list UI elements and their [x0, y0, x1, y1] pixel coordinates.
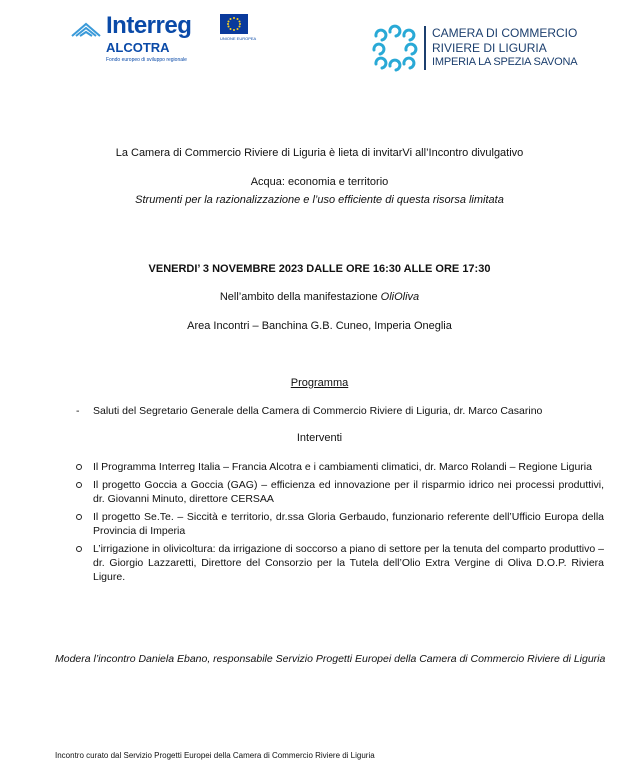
- camera-commercio-mark-icon: [366, 22, 420, 76]
- camera-commercio-logo: [366, 22, 616, 78]
- list-item: [76, 460, 604, 474]
- eu-flag-icon: [220, 14, 248, 34]
- footer-note: Incontro curato dal Servizio Progetti Europei della Camera di Commercio Riviere di Liguria: [55, 751, 375, 760]
- interreg-logo: [70, 14, 260, 70]
- talks-list: [76, 460, 604, 588]
- talk-text: Il progetto Goccia a Goccia (GAG) – efficienza ed innovazione per il risparmio idrico nei processi produttivi, dr. Giovanni Minuto, direttore CERSAA: [93, 479, 604, 505]
- talk-text: Il Programma Interreg Italia – Francia Alcotra e i cambiamenti climatici, dr. Marco Rolandi – Regione Liguria: [93, 461, 592, 473]
- event-context-name: OliOliva: [380, 291, 420, 303]
- list-item: [76, 510, 604, 538]
- circle-bullet-icon: [76, 464, 82, 470]
- programme-heading: Programma: [290, 377, 349, 389]
- eu-label: UNIONE EUROPEA: [220, 36, 257, 41]
- circle-bullet-icon: [76, 514, 82, 520]
- logo-divider: [424, 26, 426, 70]
- moderator-note: Modera l’incontro Daniela Ebano, responsabile Servizio Progetti Europei della Camera di Commercio Riviere di Liguria: [55, 653, 606, 665]
- interreg-tagline: Fondo europeo di sviluppo regionale: [106, 57, 187, 63]
- event-context-prefix: Nell’ambito della manifestazione: [219, 291, 381, 303]
- talk-text: L’irrigazione in olivicoltura: da irrigazione di soccorso a piano di settore per la tenuta del comparto produttivo – dr. Giorgio Lazzaretti, Direttore del Consorzio per la Tutela dell’Olio Extra Vergine di Oliva D.O.P. Riviera Ligure.: [93, 543, 604, 583]
- interreg-wordmark: Interreg: [106, 12, 192, 39]
- camera-name-line1: CAMERA DI COMMERCIO: [432, 26, 578, 40]
- greeting-text: Saluti del Segretario Generale della Camera di Commercio Riviere di Liguria, dr. Marco Casarino: [93, 405, 543, 417]
- invitation-intro: La Camera di Commercio Riviere di Liguria è lieta di invitarVi all’Incontro divulgativo: [115, 147, 524, 159]
- camera-name-line2: RIVIERE DI LIGURIA: [432, 41, 547, 55]
- circle-bullet-icon: [76, 482, 82, 488]
- event-location: Area Incontri – Banchina G.B. Cuneo, Imperia Oneglia: [187, 320, 452, 332]
- greeting-dash: -: [76, 405, 80, 417]
- list-item: [76, 542, 604, 584]
- talks-heading: Interventi: [296, 432, 343, 444]
- event-context: [0, 291, 639, 303]
- list-item: [76, 478, 604, 506]
- circle-bullet-icon: [76, 546, 82, 552]
- event-title: Acqua: economia e territorio: [250, 176, 389, 188]
- interreg-wave-icon: [70, 18, 102, 40]
- camera-name-line3: IMPERIA LA SPEZIA SAVONA: [432, 56, 578, 68]
- alcotra-wordmark: ALCOTRA: [106, 40, 170, 55]
- talk-text: Il progetto Se.Te. – Siccità e territorio, dr.ssa Gloria Gerbaudo, funzionario referente dell’Ufficio Europa della Provincia di Imperia: [93, 511, 604, 537]
- event-subtitle: Strumenti per la razionalizzazione e l’uso efficiente di questa risorsa limitata: [135, 194, 504, 206]
- event-date: VENERDI’ 3 NOVEMBRE 2023 DALLE ORE 16:30 ALLE ORE 17:30: [148, 263, 491, 275]
